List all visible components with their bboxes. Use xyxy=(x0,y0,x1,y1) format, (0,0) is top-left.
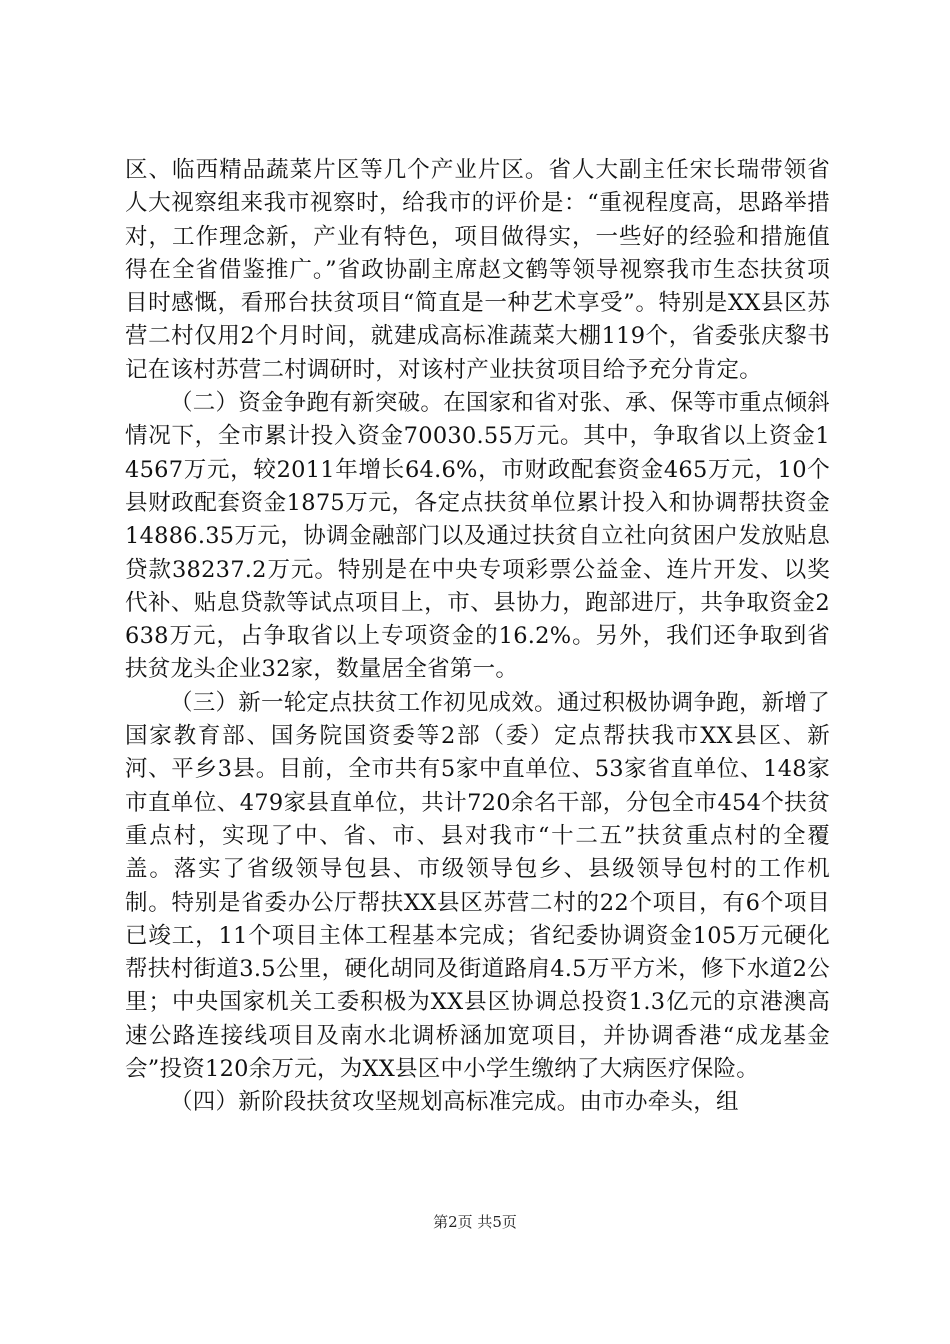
paragraph-funding: （二）资金争跑有新突破。在国家和省对张、承、保等市重点倾斜情况下，全市累计投入资金70030.55万元。其中，争取省以上资金14567万元，较2011年增长64.6%，市财政配套资金465万元，10个县财政配套资金1875万元，各定点扶贫单位累计投入和协调帮扶资金14886.35万元，协调金融部门以及通过扶贫自立社向贫困户发放贴息贷款38237.2万元。特别是在中央专项彩票公益金、连片开发、以奖代补、贴息贷款等试点项目上，市、县协力，跑部进厅，共争取资金2638万元，占争取省以上专项资金的16.2%。另外，我们还争取到省扶贫龙头企业32家，数量居全省第一。 xyxy=(125,390,830,683)
paragraph-planning: （四）新阶段扶贫攻坚规划高标准完成。由市办牵头，组 xyxy=(170,1089,739,1116)
document-body xyxy=(125,154,830,1120)
page-footer xyxy=(0,1212,950,1232)
page-number-label: 第2页 共5页 xyxy=(433,1213,517,1231)
paragraph-targeted-assistance: （三）新一轮定点扶贫工作初见成效。通过积极协调争跑，新增了国家教育部、国务院国资委等2部（委）定点帮扶我市XX县区、新河、平乡3县。目前，全市共有5家中直单位、53家省直单位、148家市直单位、479家县直单位，共计720余名干部，分包全市454个扶贫重点村，实现了中、省、市、县对我市“十二五”扶贫重点村的全覆盖。落实了省级领导包县、市级领导包乡、县级领导包村的工作机制。特别是省委办公厅帮扶XX县区苏营二村的22个项目，有6个项目已竣工，11个项目主体工程基本完成；省纪委协调资金105万元硬化帮扶村街道3.5公里，硬化胡同及街道路肩4.5万平方米，修下水道2公里；中央国家机关工委积极为XX县区协调总投资1.3亿元的京港澳高速公路连接线项目及南水北调桥涵加宽项目，并协调香港“成龙基金会”投资120余万元，为XX县区中小学生缴纳了大病医疗保险。 xyxy=(125,689,830,1083)
paragraph-industry-zones: 区、临西精品蔬菜片区等几个产业片区。省人大副主任宋长瑞带领省人大视察组来我市视察时，给我市的评价是：“重视程度高，思路举措对，工作理念新，产业有特色，项目做得实，一些好的经验和措施值得在全省借鉴推广。”省政协副主席赵文鹤等领导视察我市生态扶贫项目时感慨，看邢台扶贫项目“简直是一种艺术享受”。特别是XX县区苏营二村仅用2个月时间，就建成高标准蔬菜大棚119个，省委张庆黎书记在该村苏营二村调研时，对该村产业扶贫项目给予充分肯定。 xyxy=(125,157,830,383)
